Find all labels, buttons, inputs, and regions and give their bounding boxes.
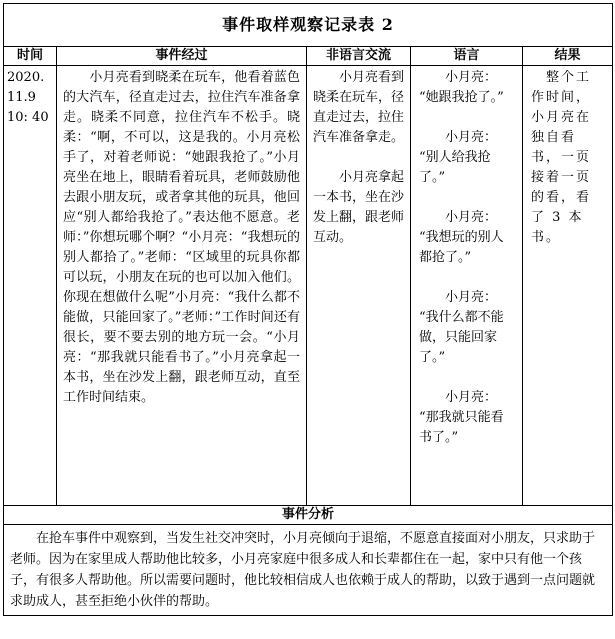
- record-result: 整个工作时间，小月亮在独自看书，一页接着一页的看，看了 3 本书。: [523, 66, 613, 506]
- header-time: 时间: [4, 47, 57, 66]
- header-result: 结果: [523, 47, 613, 66]
- record-time: 2020. 11.9 10: 40: [4, 66, 57, 506]
- analysis-heading: 事件分析: [4, 506, 613, 525]
- header-verbal: 语言: [411, 47, 523, 66]
- header-nonverbal: 非语言交流: [307, 47, 411, 66]
- header-event: 事件经过: [57, 47, 307, 66]
- analysis-text: 在抢车事件中观察到，当发生社交冲突时，小月亮倾向于退缩，不愿意直接面对小朋友，只求助于老师。因为在家里成人帮助他比较多，小月亮家庭中很多成人和长辈都住在一起，家中只有他一个孩子，有很多人帮助他。所以需要问题时，他比较相信成人也依赖于成人的帮助，以致于遇到一点问题就求助成人，甚至拒绝小伙伴的帮助。: [4, 525, 613, 616]
- observation-record-table: [3, 3, 613, 616]
- record-event: 小月亮看到晓柔在玩车，他看着蓝色的大汽车，径直走过去，拉住汽车准备拿走。晓柔不同意，拉住汽车不松手。晓柔：“啊，不可以，这是我的。小月亮松手了，对着老师说：“她跟我抢了。”小月亮坐在地上，眼睛看着玩具，老师鼓励他去跟小朋友玩，或者拿其他的玩具，他回应“别人都给我抢了。”表达他不愿意。老师：”你想玩哪个啊？“小月亮：“我想玩的别人都拾了。”老师：“区域里的玩具你都可以玩，小朋友在玩的也可以加入他们。你现在想做什么呢”小月亮：“我什么都不能做，只能回家了。”老师：”工作时间还有很长，要不要去别的地方玩一会。“小月亮：“那我就只能看书了。”小月亮拿起一本书，坐在沙发上翻，跟老师互动，直至工作时间结束。: [57, 66, 307, 506]
- record-verbal: 小月亮： “她跟我抢了。” 小月亮： “别人给我抢了。” 小月亮： “我想玩的别人都抢了。” 小月亮： “我什么都不能做，只能回家了。” 小月亮： “那我就只能看书了。”: [411, 66, 523, 506]
- record-row: [4, 66, 613, 506]
- table-title: 事件取样观察记录表 2: [4, 4, 613, 47]
- header-row: [4, 47, 613, 66]
- record-nonverbal: 小月亮看到晓柔在玩车，径直走过去，拉住汽车准备拿走。 小月亮拿起一本书，坐在沙发上翻，跟老师互动。: [307, 66, 411, 506]
